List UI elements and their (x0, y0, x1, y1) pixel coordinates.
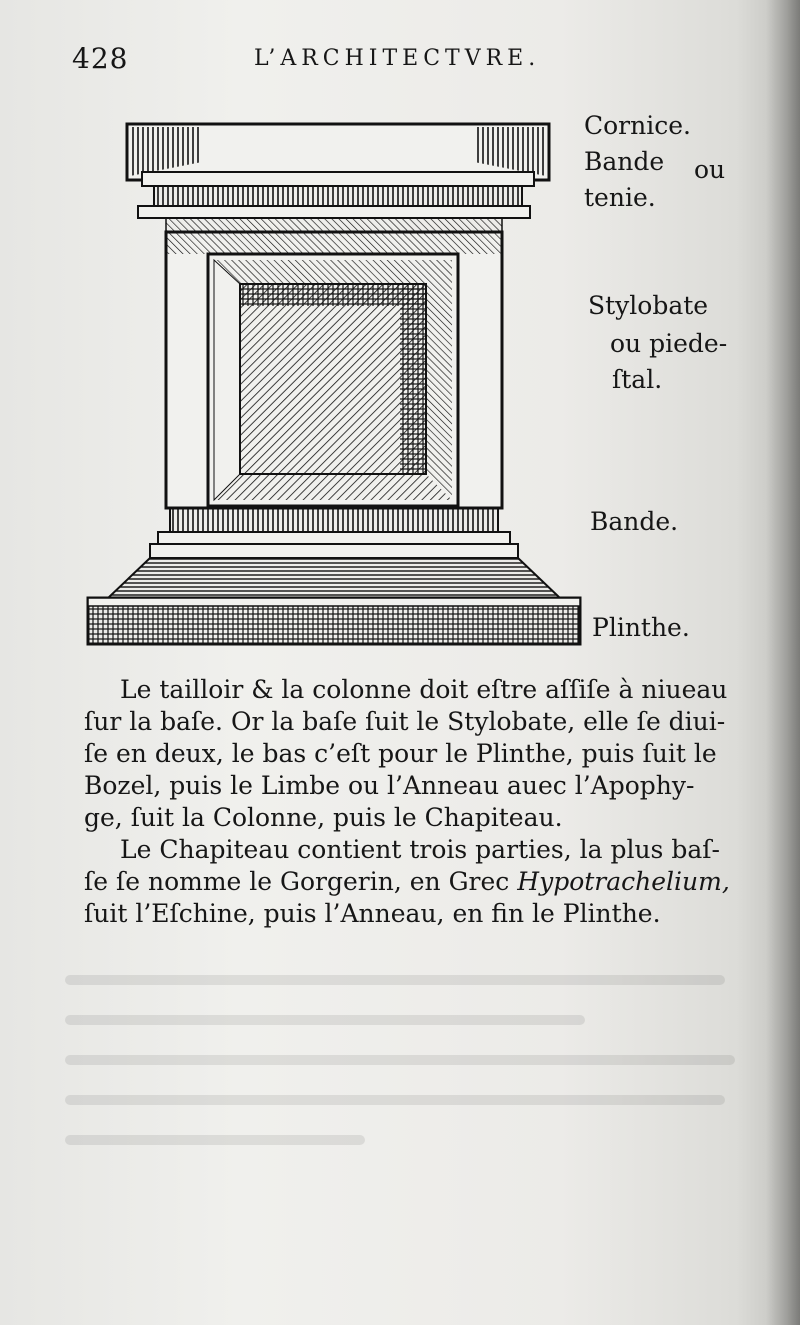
body-text (84, 674, 744, 930)
cornice (127, 124, 549, 186)
label-ou: ou (694, 155, 726, 184)
label-ou-piedestal: ou piede- (610, 329, 728, 358)
paragraph-2 (84, 834, 744, 930)
stylobate-die (166, 232, 502, 508)
text-run: ſe ſe nomme le Gorgerin, en Grec (84, 867, 518, 896)
label-bande-lower: Bande. (590, 507, 679, 536)
text-line: ſe en deux, le bas c’eſt pour le Plinthe, puis ſuit le (84, 739, 717, 768)
label-stal: ſtal. (612, 365, 663, 394)
page-number: 428 (72, 42, 129, 75)
running-head: L’ARCHITECTVRE. (254, 46, 541, 71)
text-line: Bozel, puis le Limbe ou l’Anneau auec l’Apophy- (84, 771, 695, 800)
label-bande: Bande (584, 147, 665, 176)
bande (150, 508, 518, 558)
page-header (72, 40, 712, 80)
label-plinthe: Plinthe. (592, 613, 690, 642)
text-line: ſuit l’Eſchine, puis l’Anneau, en fin le Plinthe. (84, 899, 661, 928)
greek-term: Hypotrachelium, (517, 867, 730, 896)
bande-tenie (138, 186, 530, 232)
pedestal-woodcut (82, 118, 588, 654)
page-edge-shadow (766, 0, 800, 1325)
text-line: Le tailloir & la colonne doit eſtre aſſiſe à niueau (120, 675, 728, 704)
label-cornice: Cornice. (584, 111, 691, 140)
label-stylobate: Stylobate (588, 291, 709, 320)
show-through-texture (60, 960, 740, 1160)
label-tenie: tenie. (584, 183, 656, 212)
paragraph-1 (84, 674, 744, 834)
text-line: ge, ſuit la Colonne, puis le Chapiteau. (84, 803, 563, 832)
text-line: Le Chapiteau contient trois parties, la plus baſ- (120, 835, 720, 864)
text-line: ſur la baſe. Or la baſe ſuit le Stylobate, elle ſe diui- (84, 707, 726, 736)
text-line (84, 866, 744, 898)
plinthe (88, 558, 580, 644)
